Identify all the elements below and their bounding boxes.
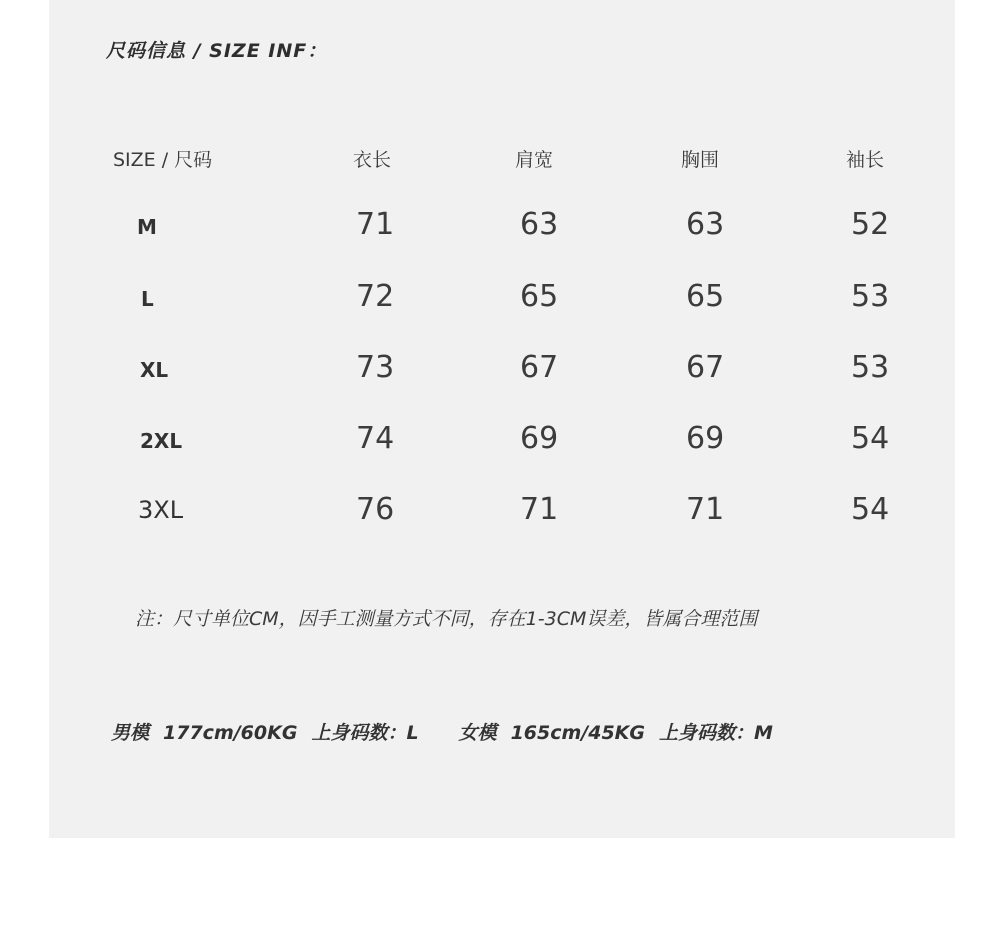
male-model-stats: 177cm/60KG xyxy=(163,722,298,744)
cell-chest: 63 xyxy=(686,207,725,242)
cell-chest: 67 xyxy=(686,350,725,385)
measurement-note: 注：尺寸单位CM，因手工测量方式不同，存在1-3CM误差，皆属合理范围 xyxy=(135,608,758,630)
header-shoulder: 肩宽 xyxy=(515,149,554,171)
cell-shoulder: 65 xyxy=(520,279,559,314)
size-info-panel xyxy=(49,0,955,838)
cell-chest: 65 xyxy=(686,279,725,314)
male-model-size: 上身码数：L xyxy=(311,722,419,744)
cell-length: 72 xyxy=(356,279,395,314)
female-model-label: 女模 xyxy=(458,722,497,744)
size-label-l: L xyxy=(141,287,154,311)
cell-length: 71 xyxy=(356,207,395,242)
model-info xyxy=(111,718,773,745)
cell-shoulder: 71 xyxy=(520,492,559,527)
cell-chest: 71 xyxy=(686,492,725,527)
header-length: 衣长 xyxy=(353,149,392,171)
cell-sleeve: 52 xyxy=(851,207,890,242)
cell-sleeve: 53 xyxy=(851,279,890,314)
header-chest: 胸围 xyxy=(681,149,720,171)
header-size: SIZE / 尺码 xyxy=(113,149,213,171)
cell-sleeve: 54 xyxy=(851,492,890,527)
cell-chest: 69 xyxy=(686,421,725,456)
size-label-3xl: 3XL xyxy=(138,496,184,524)
size-label-m: M xyxy=(137,215,157,239)
cell-length: 73 xyxy=(356,350,395,385)
male-model-label: 男模 xyxy=(111,722,150,744)
female-model-stats: 165cm/45KG xyxy=(510,722,645,744)
female-model-size: 上身码数：M xyxy=(658,722,773,744)
size-label-2xl: 2XL xyxy=(140,429,183,453)
page-title: 尺码信息 / SIZE INF： xyxy=(106,40,328,62)
header-sleeve: 袖长 xyxy=(846,149,885,171)
cell-length: 74 xyxy=(356,421,395,456)
cell-length: 76 xyxy=(356,492,395,527)
size-label-xl: XL xyxy=(140,358,169,382)
cell-shoulder: 67 xyxy=(520,350,559,385)
cell-shoulder: 69 xyxy=(520,421,559,456)
cell-sleeve: 53 xyxy=(851,350,890,385)
cell-shoulder: 63 xyxy=(520,207,559,242)
cell-sleeve: 54 xyxy=(851,421,890,456)
